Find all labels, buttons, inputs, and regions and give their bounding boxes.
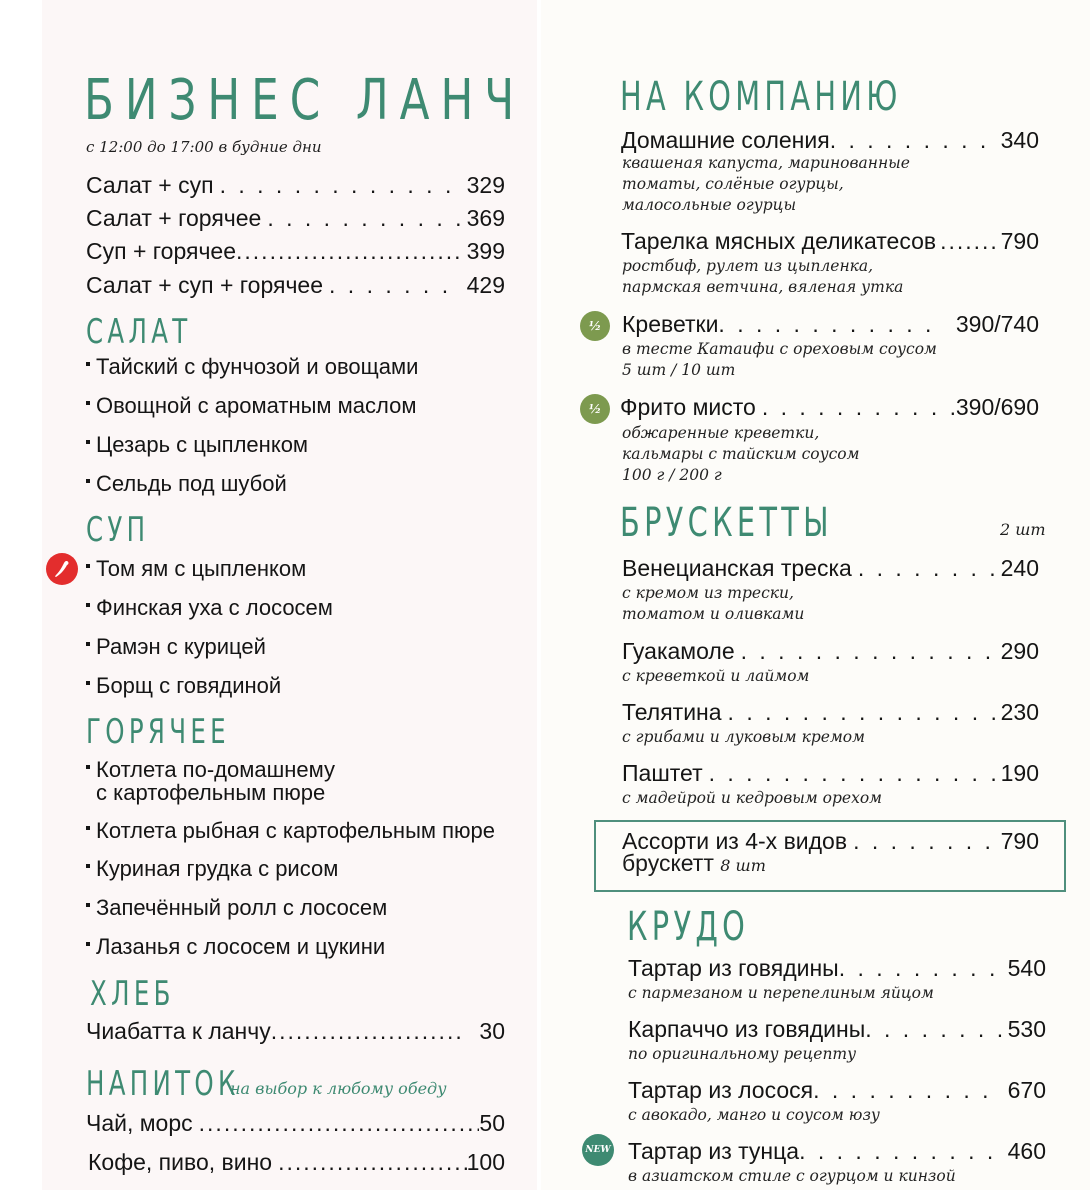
hot-item: Котлета рыбная с картофельным пюре [86, 818, 495, 844]
bruschetta-row: Паштет . . . 190 [622, 760, 1039, 787]
bruschetta-desc: с кремом из трески, томатом и оливками [622, 584, 805, 623]
soup-item: Том ям с цыпленком [86, 556, 306, 582]
crudo-section-title: КРУДО [627, 904, 750, 950]
crudo-row: Карпаччо из говядины . . . 530 [628, 1016, 1046, 1043]
bruschetta-count-note: 2 шт [1000, 520, 1046, 539]
bruschetta-row: Телятина . . . 230 [622, 699, 1039, 726]
company-desc: в тесте Катаифи с ореховым соусом 5 шт / 10 шт [622, 340, 937, 379]
bruschetta-row: Венецианская треска . . . 240 [622, 555, 1039, 582]
drink-row: Чай, морс ..... 50 [86, 1110, 505, 1137]
salad-section-title: САЛАТ [86, 312, 192, 352]
hot-item: Запечённый ролл с лососем [86, 895, 387, 921]
drink-section-title: НАПИТОК [86, 1064, 240, 1104]
salad-item: Цезарь с цыпленком [86, 432, 308, 458]
salad-item: Сельдь под шубой [86, 471, 287, 497]
company-row: Креветки . . . 390/740 [622, 311, 1039, 338]
bruschetta-desc: с грибами и луковым кремом [622, 728, 865, 746]
bread-section-title: ХЛЕБ [90, 974, 175, 1014]
assorted-line2: брускетт 8 шт [622, 850, 766, 876]
hot-item-continuation: с картофельным пюре [96, 780, 326, 805]
bruschetta-row: Гуакамоле . . . 290 [622, 638, 1039, 665]
company-desc: обжаренные креветки, кальмары с тайским соусом 100 г / 200 г [622, 424, 860, 484]
combo-row: Салат + суп . . . 329 [86, 172, 505, 199]
drink-row: Кофе, пиво, вино ..... 100 [88, 1149, 505, 1176]
company-row: Фрито мисто . . . 390/690 [620, 394, 1039, 421]
soup-item: Рамэн с курицей [86, 634, 266, 660]
soup-item: Финская уха с лососем [86, 595, 333, 621]
company-row: Домашние соления . . . 340 [621, 127, 1039, 154]
crudo-desc: с пармезаном и перепелиным яйцом [628, 984, 934, 1002]
lunch-hours: с 12:00 до 17:00 в будние дни [86, 138, 322, 156]
new-item-icon: NEW [582, 1134, 614, 1166]
company-section-title: НА КОМПАНИЮ [620, 74, 902, 120]
bruschetta-section-title: БРУСКЕТТЫ [620, 500, 833, 546]
half-portion-icon: ½ [580, 311, 610, 341]
company-row: Тарелка мясных деликатесов ..... 790 [621, 228, 1039, 255]
crudo-desc: с авокадо, манго и соусом юзу [628, 1106, 880, 1124]
crudo-desc: в азиатском стиле с огурцом и кинзой [628, 1167, 956, 1185]
hot-item: Лазанья с лососем и цукини [86, 934, 385, 960]
hot-section-title: ГОРЯЧЕЕ [86, 712, 230, 752]
salad-item: Овощной с ароматным маслом [86, 393, 416, 419]
bread-row: Чиабатта к ланчу ..... 30 [86, 1018, 505, 1045]
half-portion-icon: ½ [580, 394, 610, 424]
combo-row: Суп + горячее ..... 399 [86, 238, 505, 265]
soup-item: Борщ с говядиной [86, 673, 281, 699]
company-desc: квашеная капуста, маринованные томаты, солёные огурцы, малосольные огурцы [622, 154, 910, 214]
hot-item: Куриная грудка с рисом [86, 856, 338, 882]
crudo-row: Тартар из лосося . . . 670 [628, 1077, 1046, 1104]
bruschetta-desc: с мадейрой и кедровым орехом [622, 789, 883, 807]
business-lunch-title: БИЗНЕС ЛАНЧ [84, 68, 526, 133]
chili-pepper-icon [46, 553, 78, 585]
crudo-row: Тартар из тунца . . . 460 [628, 1138, 1046, 1165]
salad-item: Тайский с фунчозой и овощами [86, 354, 418, 380]
combo-row: Салат + суп + горячее . . . 429 [86, 272, 505, 299]
combo-row: Салат + горячее . . . 369 [86, 205, 505, 232]
bruschetta-desc: с креветкой и лаймом [622, 667, 810, 685]
crudo-row: Тартар из говядины . . . 540 [628, 955, 1046, 982]
crudo-desc: по оригинальному рецепту [628, 1045, 857, 1063]
hot-item: Котлета по-домашнему [86, 757, 335, 783]
company-desc: ростбиф, рулет из цыпленка, пармская ветчина, вяленая утка [622, 257, 904, 296]
drink-note: на выбор к любому обеду [230, 1079, 447, 1098]
soup-section-title: СУП [86, 510, 150, 550]
assorted-row: Ассорти из 4-х видов . . . 790 [622, 830, 1039, 852]
